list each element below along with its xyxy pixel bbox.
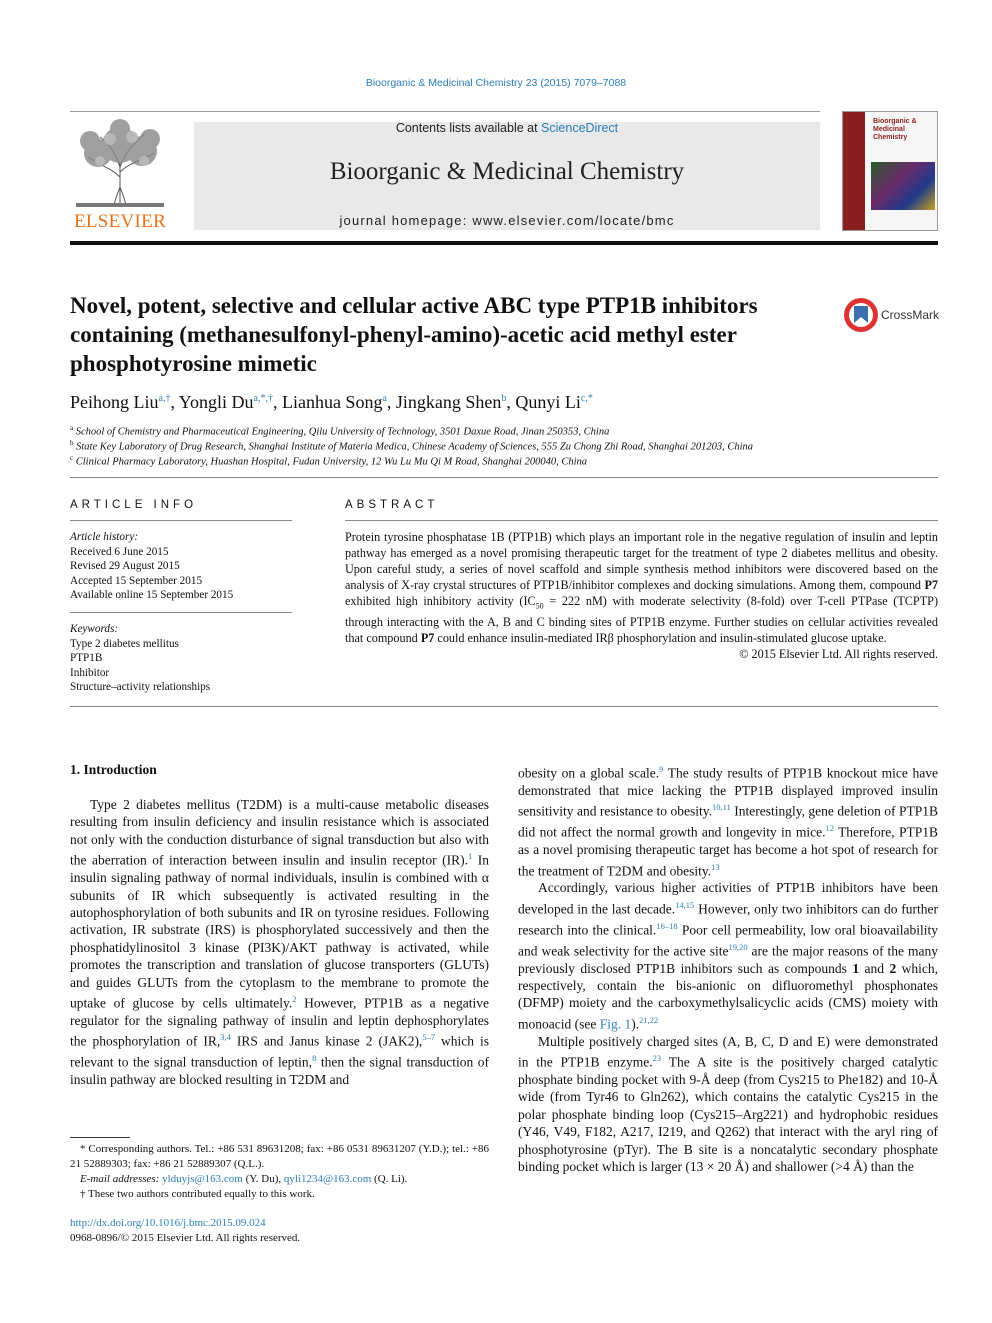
header-bottom-rule bbox=[70, 241, 938, 245]
text-run: Interestingly, gene deletion of PTP1B did not affect the normal growth and longevity in mice. bbox=[518, 803, 938, 840]
text-run: ). bbox=[631, 1016, 640, 1032]
paragraph bbox=[70, 796, 489, 1089]
compound-label: 2 bbox=[889, 960, 897, 976]
affiliations-rule bbox=[70, 477, 938, 478]
affiliation-text: State Key Laboratory of Drug Research, Shanghai Institute of Materia Medica, Chinese Academy of Sciences, 555 Zu Chong Zhi Road, Shanghai 201203, China bbox=[76, 441, 754, 453]
email-label: E-mail addresses: bbox=[80, 1173, 163, 1185]
text-run: IRS and Janus kinase 2 (JAK2), bbox=[230, 1033, 423, 1049]
homepage-prefix: journal homepage: bbox=[339, 213, 473, 228]
footnote-rule bbox=[70, 1137, 130, 1138]
text-run: However, only two inhibitors can do further research into the clinical. bbox=[518, 901, 939, 938]
journal-name: Bioorganic & Medicinal Chemistry bbox=[329, 158, 685, 185]
crossmark-badge[interactable] bbox=[843, 297, 939, 333]
abstract-part: could enhance insulin-mediated IRβ phosphorylation and insulin-stimulated glucose uptake. bbox=[434, 631, 887, 646]
journal-homepage bbox=[194, 213, 820, 228]
running-header[interactable]: Bioorganic & Medicinal Chemistry 23 (2015) 7079–7088 bbox=[365, 77, 627, 89]
paragraph bbox=[518, 1033, 938, 1176]
cover-image bbox=[871, 162, 935, 210]
sciencedirect-link[interactable]: ScienceDirect bbox=[541, 121, 619, 135]
article-info-rule bbox=[70, 520, 292, 521]
text-run: which, respectively, contain the bis-anionic on difluoromethyl phosphonates (DFMP) moiety and the carboxymethylsalicyclic acids (CMS) moiety with monoacid (see bbox=[518, 960, 938, 1032]
abstract-rule bbox=[345, 520, 938, 521]
author-affil-link[interactable]: a,† bbox=[158, 393, 171, 404]
citation-link[interactable]: 10,11 bbox=[712, 802, 731, 813]
citation-link[interactable]: 13 bbox=[711, 861, 720, 872]
citation-link[interactable]: 14,15 bbox=[675, 899, 695, 910]
history-revised: Revised 29 August 2015 bbox=[70, 560, 180, 572]
text-run: In insulin signaling pathway of normal individuals, insulin is combined with α subunits of IR which subsequently is activated resulting in the autophosphorylation of both subunits and IR on tyrosine residues. Following activation, IR substrate (IRS) is phosphorylated successively and then the phosphatidylinositol 3 kinase (PI3K)/AKT pathway is activated, while promotes the transcription and translation of glucose transporters (GLUTs) and guides GLUTs from the cytoplasm to the membrane to promote the uptake of glucose by cells ultimately. bbox=[70, 852, 490, 1011]
header-top-rule bbox=[70, 111, 820, 112]
article-title: Novel, potent, selective and cellular active ABC type PTP1B inhibitors containing (methanesulfonyl-phenyl-amino)-acetic acid methyl ester phosphotyrosine mimetic bbox=[70, 293, 758, 376]
author-affil-link[interactable]: c,* bbox=[580, 393, 593, 404]
text-run: Type 2 diabetes mellitus (T2DM) is a multi-cause metabolic diseases resulting from insulin deficiency and insulin resistance which is associated not only with the conduction disturbance of signal transduction but also with the aberration of interaction between insulin and insulin receptor (IR). bbox=[70, 797, 489, 868]
email-link[interactable]: ylduyjs@163.com bbox=[162, 1173, 243, 1185]
keyword: Inhibitor bbox=[70, 666, 110, 679]
author-name: Jingkang Shen bbox=[395, 392, 502, 412]
elsevier-wordmark: ELSEVIER bbox=[73, 211, 167, 232]
footnotes bbox=[70, 1142, 489, 1202]
affiliation bbox=[70, 454, 587, 468]
text-run: However, PTP1B as a negative regulator for the signaling pathway of insulin and leptin dephosphorylates the phosphorylation of IR, bbox=[70, 995, 489, 1049]
text-run: Poor cell permeability, low oral bioavailability and weak selectivity for the active site bbox=[518, 922, 938, 959]
affiliation-text: School of Chemistry and Pharmaceutical Engineering, Qilu University of Technology, 3501 Daxue Road, Jinan 250353, China bbox=[75, 426, 610, 438]
citation-link[interactable]: 3,4 bbox=[220, 1032, 231, 1043]
text-run: are the major reasons of the many previously disclosed PTP1B inhibitors such as compounds bbox=[518, 943, 938, 976]
keywords-label: Keywords: bbox=[70, 623, 119, 635]
author-name: Peihong Liu bbox=[70, 392, 159, 412]
abstract-text bbox=[345, 529, 938, 662]
text-run: The study results of PTP1B knockout mice have demonstrated that mice lacking the PTP1B displayed improved insulin sensitivity and resistance to obesity. bbox=[518, 765, 938, 819]
citation-link[interactable]: 8 bbox=[312, 1053, 317, 1064]
author-name: Qunyi Li bbox=[515, 392, 581, 412]
email-link[interactable]: qyli1234@163.com bbox=[283, 1173, 372, 1185]
citation-link[interactable]: 1 bbox=[467, 851, 473, 862]
keyword: Type 2 diabetes mellitus bbox=[70, 637, 179, 650]
abstract-heading: ABSTRACT bbox=[345, 499, 439, 511]
subscript: 50 bbox=[535, 601, 544, 611]
compound-label: P7 bbox=[924, 578, 938, 592]
citation-link[interactable]: 2 bbox=[292, 993, 297, 1004]
text-run: then the signal transduction of insulin pathway are blocked resulting in T2DM and bbox=[70, 1054, 489, 1088]
email-footnote bbox=[70, 1172, 489, 1187]
history-label: Article history: bbox=[70, 531, 139, 543]
keywords-rule bbox=[70, 612, 292, 613]
article-history bbox=[70, 530, 233, 603]
affiliation-marker: a bbox=[70, 424, 74, 432]
corresponding-footnote: * Corresponding authors. Tel.: +86 531 89631208; fax: +86 0531 89631207 (Y.D.); tel.: +86 21 52889303; fax: +86 21 52889307 (Q.L.). bbox=[70, 1143, 489, 1170]
paragraph bbox=[518, 761, 938, 879]
affiliation bbox=[70, 424, 609, 438]
intro-right-column bbox=[518, 761, 938, 1175]
abstract-part: exhibited high inhibitory activity (IC bbox=[345, 594, 536, 608]
text-run: The A site is the positively charged catalytic phosphate binding pocket with 9-Å deep (from Cys215 to Phe182) and 10-Å wide (from Tyr46 to Gln262), which contains the catalytic Cys215 in the polar phosphate binding loop (Cys215–Arg221) and hydrophobic residues (Y46, V49, F182, A217, I219, and Q262) that interact with the aryl ring of phosphotyrosine (pTyr). The B site is a noncatalytic secondary phosphate binding pocket which is larger (13 × 20 Å) and shallower (>4 Å) than the bbox=[518, 1054, 938, 1175]
issn-line: 0968-0896/© 2015 Elsevier Ltd. All rights reserved. bbox=[70, 1232, 301, 1244]
author-affil-link[interactable]: a bbox=[382, 393, 387, 404]
history-accepted: Accepted 15 September 2015 bbox=[70, 574, 203, 587]
author-name: Lianhua Song bbox=[281, 392, 383, 412]
cover-red-bar bbox=[843, 112, 865, 230]
crossmark-label: CrossMark bbox=[881, 308, 940, 322]
text-run: which is relevant to the signal transduction of leptin, bbox=[70, 1033, 489, 1070]
abstract-part: = 222 nM) with moderate selectivity (8-fold) over T-cell PTPase (TCPTP) through interacting with the A, B and C binding sites of PTP1B enzyme. Further studies on cellular activities revealed that compound bbox=[345, 594, 938, 646]
text-run: obesity on a global scale. bbox=[518, 765, 660, 781]
email-owner: (Q. Li). bbox=[371, 1173, 408, 1185]
paragraph bbox=[518, 879, 938, 1032]
author-affil-link[interactable]: b bbox=[501, 393, 507, 404]
abstract-copyright: © 2015 Elsevier Ltd. All rights reserved. bbox=[739, 647, 938, 662]
abstract-part: Protein tyrosine phosphatase 1B (PTP1B) which plays an important role in the negative regulation of insulin and leptin pathway has emerged as a novel promising therapeutic target for the treatment of type 2 diabetes mellitus and obesity. Upon careful study, a series of novel scaffold and simple synthesis method inhibitors were discovered based on the analysis of X-ray crystal structures of PTP1B/inhibitor complexes and docking simulations. Among them, compound bbox=[345, 530, 938, 592]
figure-link[interactable]: Fig. 1 bbox=[599, 1016, 632, 1032]
affiliation-text: Clinical Pharmacy Laboratory, Huashan Hospital, Fudan University, 12 Wu Lu Mu Qi M Road, Shanghai 200040, China bbox=[75, 456, 588, 468]
crossmark-icon bbox=[843, 297, 879, 333]
keyword: PTP1B bbox=[70, 652, 103, 664]
citation-link[interactable]: 23 bbox=[652, 1053, 662, 1064]
cover-title: Bioorganic & Medicinal Chemistry bbox=[873, 118, 917, 141]
keyword: Structure–activity relationships bbox=[70, 681, 211, 693]
citation-link[interactable]: 12 bbox=[825, 823, 834, 834]
text-run: Accordingly, various higher activities of PTP1B inhibitors have been developed in the last decade. bbox=[518, 880, 938, 917]
history-online: Available online 15 September 2015 bbox=[70, 589, 234, 601]
equal-contribution-footnote: † These two authors contributed equally to this work. bbox=[80, 1188, 315, 1200]
citation-link[interactable]: 5–7 bbox=[422, 1032, 436, 1043]
affiliation-marker: c bbox=[70, 454, 74, 462]
homepage-url[interactable]: www.elsevier.com/locate/bmc bbox=[472, 213, 675, 228]
citation-link[interactable]: 21,22 bbox=[639, 1014, 659, 1025]
article-info-heading: ARTICLE INFO bbox=[70, 499, 198, 511]
keywords bbox=[70, 622, 210, 695]
text-run: and bbox=[859, 960, 890, 976]
history-received: Received 6 June 2015 bbox=[70, 545, 169, 558]
doi-link[interactable]: http://dx.doi.org/10.1016/j.bmc.2015.09.024 bbox=[70, 1217, 266, 1229]
compound-label: 1 bbox=[852, 960, 860, 976]
journal-cover-thumbnail[interactable] bbox=[842, 111, 938, 231]
affiliation-marker: b bbox=[70, 439, 74, 447]
text-run: Multiple positively charged sites (A, B, C, D and E) were demonstrated in the PTP1B enzyme. bbox=[518, 1033, 938, 1070]
contents-line bbox=[194, 121, 820, 135]
citation-link[interactable]: 19,20 bbox=[728, 941, 748, 952]
intro-left-column bbox=[70, 796, 489, 1089]
abstract-bottom-rule bbox=[70, 706, 938, 707]
author-list: Peihong Liu$^{a,\dagger}$, Yongli $Du^{a,*,\dagger}$, Lianhua Song$^a$, Jingkang Shen$^b$, Qunyi $Li^{c,*}$ bbox=[70, 392, 593, 412]
author-affil-link[interactable]: a,*,† bbox=[253, 393, 273, 404]
email-owner: (Y. Du), bbox=[242, 1173, 284, 1185]
affiliation bbox=[70, 439, 753, 453]
citation-link[interactable]: 16–18 bbox=[656, 920, 678, 931]
contents-prefix: Contents lists available at bbox=[395, 121, 542, 135]
compound-label: P7 bbox=[420, 631, 435, 646]
text-run: Therefore, PTP1B as a novel promising therapeutic target has become a hot spot of research for the treatment of T2DM and obesity. bbox=[518, 824, 938, 879]
author-name: Yongli Du bbox=[178, 392, 254, 412]
citation-link[interactable]: 9 bbox=[659, 764, 664, 774]
section-heading-introduction: 1. Introduction bbox=[70, 762, 157, 777]
